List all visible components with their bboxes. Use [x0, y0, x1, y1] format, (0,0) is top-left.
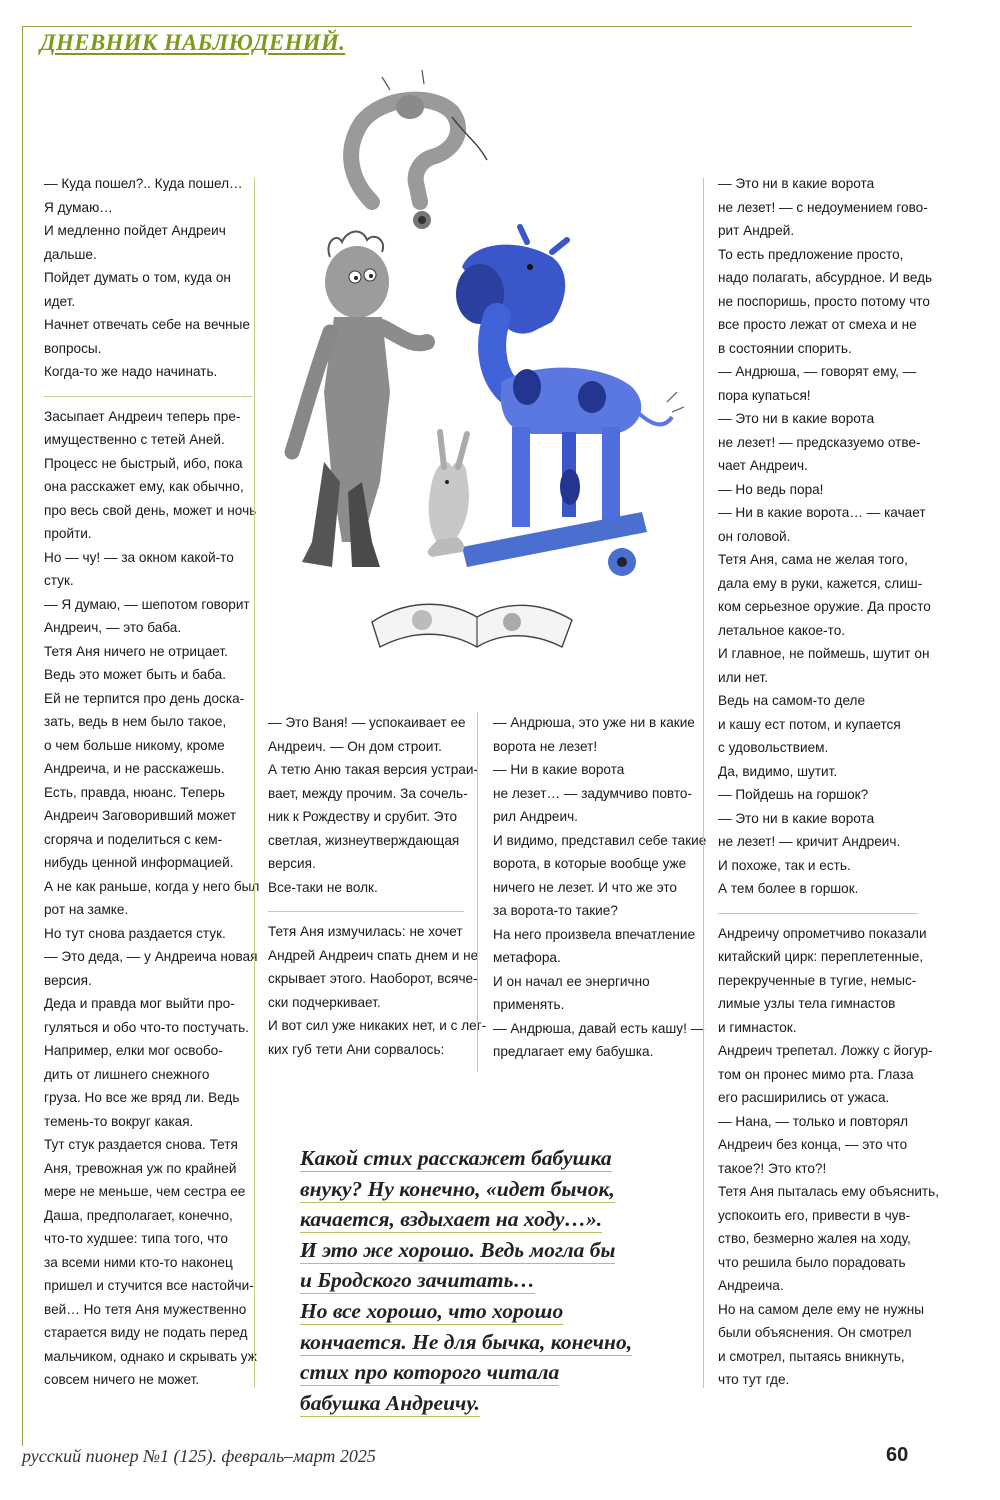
- text-line: китайский цирк: переплетенные,: [718, 949, 924, 964]
- text-line: Тетя Аня, сама не желая того,: [718, 552, 908, 567]
- section-divider: [718, 913, 918, 914]
- text-line: ничего не лезет. И что же это: [493, 879, 677, 895]
- text-line: На него произвела впечатление: [493, 926, 696, 942]
- text-line: Аня, тревожная уж по крайней: [44, 1160, 237, 1176]
- text-line: и гимнасток.: [718, 1019, 797, 1035]
- text-line: надо полагать, абсурдное. И ведь: [718, 270, 933, 285]
- text-line: успокоить его, привести в чув-: [718, 1207, 911, 1223]
- text-line: Ведь это может быть и баба.: [44, 667, 226, 682]
- text-line: И видимо, представил себе такие: [493, 832, 707, 848]
- text-column-2: [268, 711, 487, 1061]
- text-line: темень-то вокруг какая.: [44, 1113, 194, 1129]
- text-line: Андрей Андреич спать днем и не: [268, 947, 479, 963]
- text-line: И медленно пойдет Андреич: [44, 223, 226, 238]
- text-line: Андреич трепетал. Ложку с йогур-: [718, 1043, 933, 1058]
- col2-block1: [268, 711, 478, 899]
- text-line: И он начал ее энергично: [493, 973, 650, 989]
- text-line: о чем больше никому, кроме: [44, 737, 225, 753]
- text-line: рит Андрей.: [718, 223, 795, 238]
- text-line: пора купаться!: [718, 387, 811, 403]
- text-line: не лезет! — с недоумением гово-: [718, 199, 928, 215]
- text-line: совсем ничего не может.: [44, 1372, 200, 1387]
- illustration: [262, 62, 702, 662]
- col4-block2: [718, 922, 940, 1392]
- section-title: ДНЕВНИК НАБЛЮДЕНИЙ.: [40, 30, 346, 55]
- text-line: все просто лежат от смеха и не: [718, 317, 917, 332]
- text-line: Тут стук раздается снова. Тетя: [44, 1137, 238, 1152]
- text-line: — Андрюша, это уже ни в какие: [493, 715, 695, 730]
- text-line: имущественно с тетей Аней.: [44, 432, 225, 447]
- text-line: груза. Но все же вряд ли. Ведь: [44, 1090, 240, 1105]
- text-line: Андреича, и не расскажешь.: [44, 761, 225, 776]
- frame-left-rule: [22, 26, 23, 1446]
- text-line: Тетя Аня измучилась: не хочет: [268, 924, 463, 939]
- text-column-1: [44, 172, 260, 1392]
- text-line: скрывает этого. Наоборот, всяче-: [268, 971, 478, 986]
- text-line: не поспоришь, просто потому что: [718, 293, 930, 309]
- text-line: ство, безмерно жалея на ходу,: [718, 1231, 911, 1246]
- text-line: Например, елки мог освобо-: [44, 1043, 223, 1058]
- text-line: Андреич Заговоривший может: [44, 808, 237, 823]
- text-line: были объяснения. Он смотрел: [718, 1325, 912, 1340]
- text-line: что тут где.: [718, 1372, 790, 1387]
- text-line: — Андрюша, — говорят ему, —: [718, 364, 917, 379]
- text-line: вей… Но тетя Аня мужественно: [44, 1301, 247, 1317]
- quote-line: качается, вздыхает на ходу…».: [300, 1207, 603, 1232]
- text-line: мере не меньше, чем сестра ее: [44, 1184, 246, 1199]
- text-line: — Это Ваня! — успокаивает ее: [268, 715, 466, 730]
- column-divider-2: [477, 712, 478, 1072]
- text-line: — Это деда, — у Андреича новая: [44, 949, 258, 964]
- text-line: Есть, правда, нюанс. Теперь: [44, 784, 225, 800]
- text-line: она расскажет ему, как обычно,: [44, 479, 244, 494]
- text-line: версия.: [268, 856, 316, 871]
- text-line: и кашу ест потом, и купается: [718, 716, 901, 732]
- text-line: — Нана, — только и повторял: [718, 1113, 909, 1129]
- open-book-icon: [372, 604, 572, 647]
- text-line: — Андрюша, давай есть кашу! —: [493, 1020, 705, 1036]
- text-line: Я думаю…: [44, 199, 113, 215]
- section-divider: [268, 911, 464, 912]
- text-line: Засыпает Андреич теперь пре-: [44, 408, 241, 424]
- quote-line: И это же хорошо. Ведь могла бы: [300, 1237, 616, 1262]
- frame-top-rule: [22, 26, 912, 27]
- quote-line: бабушка Андреичу.: [300, 1390, 480, 1415]
- text-line: И вот сил уже никаких нет, и с лег-: [268, 1018, 487, 1033]
- text-line: и смотрел, пытаясь вникнуть,: [718, 1348, 905, 1364]
- text-line: Даша, предполагает, конечно,: [44, 1207, 233, 1223]
- text-line: И похоже, так и есть.: [718, 857, 851, 873]
- text-line: идет.: [44, 293, 76, 309]
- text-line: гуляться и обо что-то постучать.: [44, 1019, 250, 1035]
- quote-line: стих про которого читала: [300, 1360, 560, 1385]
- text-column-3: [493, 711, 707, 1064]
- text-line: ких губ тети Ани сорвалось:: [268, 1041, 445, 1057]
- text-line: — Ни в какие ворота: [493, 762, 625, 777]
- text-line: светлая, жизнеутверждающая: [268, 832, 460, 848]
- boy-figure-icon: [292, 232, 427, 567]
- quote-line: Но все хорошо, что хорошо: [300, 1298, 564, 1323]
- text-line: рил Андреич.: [493, 809, 578, 824]
- pull-quote: [300, 1143, 690, 1418]
- text-column-4: [718, 172, 940, 1392]
- text-line: не лезет! — предсказуемо отве-: [718, 434, 921, 450]
- question-mark-creature-icon: [351, 70, 487, 229]
- quote-line: и Бродского зачитать…: [300, 1268, 535, 1293]
- column-divider-3: [703, 178, 704, 1388]
- text-line: Процесс не быстрый, ибо, пока: [44, 455, 243, 471]
- text-line: — Ни в какие ворота… — качает: [718, 505, 926, 520]
- quote-line: Какой стих расскажет бабушка: [300, 1146, 612, 1170]
- text-line: ворота не лезет!: [493, 738, 598, 754]
- blue-bull-icon: [456, 227, 684, 576]
- text-line: старается виду не подать перед: [44, 1325, 248, 1340]
- col1-block1: [44, 172, 252, 384]
- text-line: зать, ведь в нем было такое,: [44, 714, 227, 729]
- text-line: дальше.: [44, 246, 97, 262]
- text-line: лимые узлы тела гимнастов: [718, 996, 896, 1011]
- text-line: Но — чу! — за окном какой-то: [44, 549, 234, 565]
- col4-block1: [718, 172, 933, 901]
- text-line: с удовольствием.: [718, 740, 829, 755]
- column-divider-1: [254, 178, 255, 1388]
- text-line: нибудь ценной информацией.: [44, 855, 234, 870]
- text-line: пройти.: [44, 526, 92, 541]
- text-line: А тетю Аню такая версия устраи-: [268, 762, 478, 777]
- text-line: А тем более в горшок.: [718, 881, 859, 896]
- publication-footer: русский пионер №1 (125). февраль–март 2025: [22, 1446, 376, 1466]
- text-line: вает, между прочим. За сочель-: [268, 785, 468, 801]
- text-line: пришел и стучится все настойчи-: [44, 1278, 254, 1293]
- rabbit-icon: [428, 432, 469, 557]
- text-line: ворота, в которые вообще уже: [493, 856, 687, 871]
- text-line: дить от лишнего снежного: [44, 1066, 210, 1082]
- text-line: И главное, не поймешь, шутит он: [718, 646, 930, 661]
- text-line: То есть предложение просто,: [718, 246, 904, 262]
- text-line: Но на самом деле ему не нужны: [718, 1301, 924, 1317]
- col1-block2: [44, 405, 260, 1392]
- quote-line: внуку? Ну конечно, «идет бычок,: [300, 1176, 615, 1201]
- text-line: чает Андреич.: [718, 458, 808, 473]
- quote-line: кончается. Не для бычка, конечно,: [300, 1329, 633, 1354]
- text-line: или нет.: [718, 669, 769, 685]
- text-line: вопросы.: [44, 340, 102, 356]
- text-line: Андреича.: [718, 1278, 784, 1293]
- text-line: за всеми ними кто-то наконец: [44, 1254, 233, 1270]
- text-line: ком серьезное оружие. Да просто: [718, 599, 931, 614]
- text-line: Начнет отвечать себе на вечные: [44, 317, 250, 332]
- text-line: сгоряча и поделиться с кем-: [44, 831, 223, 847]
- text-line: Но тут снова раздается стук.: [44, 925, 226, 941]
- section-divider: [44, 396, 252, 397]
- text-line: мальчиком, однако и скрывать уж: [44, 1348, 257, 1364]
- text-line: он головой.: [718, 528, 791, 544]
- text-line: его расширились от ужаса.: [718, 1090, 890, 1105]
- text-line: за ворота-то такие?: [493, 903, 618, 918]
- text-line: предлагает ему бабушка.: [493, 1044, 654, 1059]
- text-line: в состоянии спорить.: [718, 340, 852, 356]
- text-line: Ведь на самом-то деле: [718, 693, 866, 708]
- text-line: — Это ни в какие ворота: [718, 810, 875, 826]
- text-line: про весь свой день, может и ночь: [44, 502, 257, 518]
- text-line: летальное какое-то.: [718, 622, 846, 638]
- text-line: дала ему в руки, кажется, слиш-: [718, 575, 923, 591]
- page-number: 60: [886, 1444, 909, 1466]
- text-line: Все-таки не волк.: [268, 879, 378, 895]
- text-line: — Это ни в какие ворота: [718, 411, 875, 426]
- text-line: — Куда пошел?.. Куда пошел…: [44, 176, 243, 191]
- text-line: применять.: [493, 997, 565, 1012]
- text-line: не лезет… — задумчиво повто-: [493, 785, 692, 801]
- text-line: — Я думаю, — шепотом говорит: [44, 596, 250, 612]
- text-line: Когда-то же надо начинать.: [44, 364, 218, 379]
- text-line: том он пронес мимо рта. Глаза: [718, 1066, 914, 1082]
- text-line: перекрученные в тугие, немыс-: [718, 972, 917, 988]
- text-line: Андреичу опрометчиво показали: [718, 925, 927, 941]
- text-line: версия.: [44, 972, 92, 988]
- text-line: такое?! Это кто?!: [718, 1160, 827, 1176]
- text-line: рот на замке.: [44, 902, 129, 917]
- text-line: — Но ведь пора!: [718, 481, 824, 497]
- text-line: Пойдет думать о том, куда он: [44, 270, 231, 285]
- text-line: А не как раньше, когда у него был: [44, 878, 260, 894]
- text-line: не лезет! — кричит Андреич.: [718, 834, 901, 849]
- text-line: что-то худшее: типа того, что: [44, 1231, 228, 1246]
- text-line: метафора.: [493, 950, 561, 965]
- text-line: Андреич. — Он дом строит.: [268, 738, 442, 754]
- text-line: Андреич без конца, — это что: [718, 1137, 908, 1152]
- text-line: Да, видимо, шутит.: [718, 763, 838, 779]
- text-line: стук.: [44, 573, 74, 588]
- text-line: Тетя Аня ничего не отрицает.: [44, 643, 228, 659]
- text-line: что решила было порадовать: [718, 1254, 906, 1270]
- text-line: — Это ни в какие ворота: [718, 176, 875, 191]
- text-line: Деда и правда мог выйти про-: [44, 996, 235, 1011]
- text-line: — Пойдешь на горшок?: [718, 787, 869, 802]
- col3-block1: [493, 711, 707, 1064]
- text-line: Андреич, — это баба.: [44, 620, 182, 635]
- text-line: Ей не терпится про день доска-: [44, 690, 245, 706]
- col2-block2: [268, 920, 487, 1061]
- text-line: ник к Рождеству и срубит. Это: [268, 809, 458, 824]
- text-line: Тетя Аня пыталась ему объяснить,: [718, 1184, 940, 1199]
- text-line: ски подчеркивает.: [268, 994, 381, 1010]
